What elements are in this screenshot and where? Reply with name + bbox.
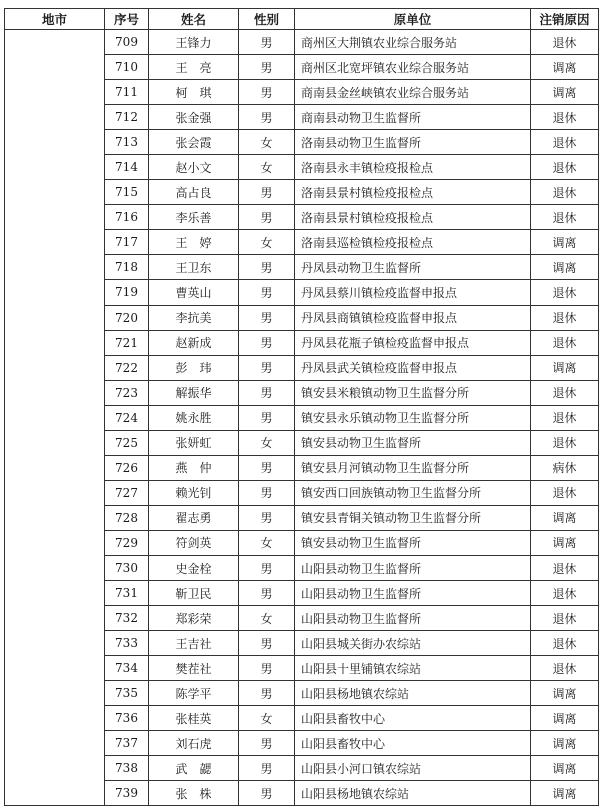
cell-name: 李抗美 bbox=[149, 305, 239, 330]
cell-unit: 商州区大荆镇农业综合服务站 bbox=[295, 30, 531, 55]
cell-seq: 724 bbox=[105, 405, 149, 430]
cell-seq: 731 bbox=[105, 581, 149, 606]
cell-unit: 商南县金丝峡镇农业综合服务站 bbox=[295, 80, 531, 105]
cell-unit: 镇安西口回族镇动物卫生监督分所 bbox=[295, 480, 531, 505]
cell-reason: 退休 bbox=[531, 305, 599, 330]
cell-seq: 709 bbox=[105, 30, 149, 55]
cell-seq: 723 bbox=[105, 380, 149, 405]
cell-reason: 调离 bbox=[531, 706, 599, 731]
cell-unit: 山阳县城关街办农综站 bbox=[295, 631, 531, 656]
cell-name: 李乐善 bbox=[149, 205, 239, 230]
cell-reason: 退休 bbox=[531, 656, 599, 681]
cell-seq: 725 bbox=[105, 430, 149, 455]
cell-gender: 男 bbox=[239, 631, 295, 656]
cell-reason: 调离 bbox=[531, 781, 599, 806]
cell-seq: 719 bbox=[105, 280, 149, 305]
cell-gender: 男 bbox=[239, 781, 295, 806]
cell-gender: 女 bbox=[239, 606, 295, 631]
header-city: 地市 bbox=[5, 9, 105, 30]
cell-gender: 男 bbox=[239, 105, 295, 130]
cell-seq: 713 bbox=[105, 130, 149, 155]
cell-unit: 丹凤县动物卫生监督所 bbox=[295, 255, 531, 280]
cell-gender: 男 bbox=[239, 180, 295, 205]
cell-seq: 715 bbox=[105, 180, 149, 205]
cell-gender: 男 bbox=[239, 305, 295, 330]
cell-seq: 734 bbox=[105, 656, 149, 681]
cell-reason: 退休 bbox=[531, 631, 599, 656]
cell-reason: 调离 bbox=[531, 80, 599, 105]
cell-gender: 男 bbox=[239, 380, 295, 405]
cell-gender: 女 bbox=[239, 130, 295, 155]
cell-gender: 男 bbox=[239, 255, 295, 280]
deregistration-table bbox=[4, 8, 599, 806]
cell-unit: 山阳县动物卫生监督所 bbox=[295, 581, 531, 606]
cell-gender: 男 bbox=[239, 330, 295, 355]
table-header-row bbox=[5, 9, 599, 30]
cell-unit: 丹凤县商镇镇检疫监督申报点 bbox=[295, 305, 531, 330]
cell-seq: 726 bbox=[105, 455, 149, 480]
header-unit: 原单位 bbox=[295, 9, 531, 30]
cell-unit: 镇安县米粮镇动物卫生监督分所 bbox=[295, 380, 531, 405]
cell-reason: 退休 bbox=[531, 130, 599, 155]
cell-reason: 调离 bbox=[531, 756, 599, 781]
cell-reason: 调离 bbox=[531, 355, 599, 380]
cell-name: 曹英山 bbox=[149, 280, 239, 305]
cell-reason: 退休 bbox=[531, 480, 599, 505]
cell-unit: 洛南县景村镇检疫报检点 bbox=[295, 205, 531, 230]
header-reason: 注销原因 bbox=[531, 9, 599, 30]
cell-reason: 退休 bbox=[531, 155, 599, 180]
cell-unit: 丹凤县蔡川镇检疫监督申报点 bbox=[295, 280, 531, 305]
cell-reason: 调离 bbox=[531, 505, 599, 530]
cell-unit: 洛南县动物卫生监督所 bbox=[295, 130, 531, 155]
cell-unit: 山阳县杨地镇农综站 bbox=[295, 781, 531, 806]
cell-gender: 男 bbox=[239, 405, 295, 430]
cell-seq: 737 bbox=[105, 731, 149, 756]
cell-gender: 女 bbox=[239, 530, 295, 555]
cell-name: 燕 仲 bbox=[149, 455, 239, 480]
cell-reason: 病休 bbox=[531, 455, 599, 480]
cell-gender: 女 bbox=[239, 155, 295, 180]
cell-seq: 710 bbox=[105, 55, 149, 80]
cell-gender: 男 bbox=[239, 455, 295, 480]
cell-reason: 调离 bbox=[531, 230, 599, 255]
cell-seq: 727 bbox=[105, 480, 149, 505]
cell-unit: 山阳县畜牧中心 bbox=[295, 706, 531, 731]
cell-gender: 男 bbox=[239, 581, 295, 606]
cell-seq: 738 bbox=[105, 756, 149, 781]
cell-unit: 商州区北宽坪镇农业综合服务站 bbox=[295, 55, 531, 80]
table-row bbox=[5, 30, 599, 55]
cell-unit: 镇安县青铜关镇动物卫生监督分所 bbox=[295, 505, 531, 530]
cell-unit: 山阳县畜牧中心 bbox=[295, 731, 531, 756]
cell-unit: 山阳县动物卫生监督所 bbox=[295, 555, 531, 580]
header-seq: 序号 bbox=[105, 9, 149, 30]
cell-name: 王 亮 bbox=[149, 55, 239, 80]
cell-seq: 735 bbox=[105, 681, 149, 706]
cell-gender: 女 bbox=[239, 430, 295, 455]
header-name: 姓名 bbox=[149, 9, 239, 30]
cell-gender: 男 bbox=[239, 756, 295, 781]
cell-reason: 退休 bbox=[531, 205, 599, 230]
cell-name: 彭 玮 bbox=[149, 355, 239, 380]
cell-reason: 退休 bbox=[531, 330, 599, 355]
cell-name: 张桂英 bbox=[149, 706, 239, 731]
cell-city bbox=[5, 30, 105, 806]
cell-unit: 洛南县景村镇检疫报检点 bbox=[295, 180, 531, 205]
cell-seq: 732 bbox=[105, 606, 149, 631]
cell-unit: 山阳县动物卫生监督所 bbox=[295, 606, 531, 631]
cell-name: 柯 琪 bbox=[149, 80, 239, 105]
cell-seq: 736 bbox=[105, 706, 149, 731]
cell-seq: 729 bbox=[105, 530, 149, 555]
cell-gender: 男 bbox=[239, 480, 295, 505]
cell-reason: 调离 bbox=[531, 530, 599, 555]
cell-seq: 739 bbox=[105, 781, 149, 806]
cell-reason: 调离 bbox=[531, 731, 599, 756]
cell-reason: 退休 bbox=[531, 405, 599, 430]
cell-name: 史金栓 bbox=[149, 555, 239, 580]
cell-name: 赵小文 bbox=[149, 155, 239, 180]
cell-name: 张妍虹 bbox=[149, 430, 239, 455]
cell-unit: 洛南县巡检镇检疫报检点 bbox=[295, 230, 531, 255]
cell-seq: 712 bbox=[105, 105, 149, 130]
cell-name: 符剑英 bbox=[149, 530, 239, 555]
cell-reason: 退休 bbox=[531, 555, 599, 580]
cell-name: 王卫东 bbox=[149, 255, 239, 280]
cell-seq: 716 bbox=[105, 205, 149, 230]
cell-gender: 女 bbox=[239, 230, 295, 255]
cell-seq: 714 bbox=[105, 155, 149, 180]
cell-name: 张 株 bbox=[149, 781, 239, 806]
cell-name: 张金强 bbox=[149, 105, 239, 130]
cell-reason: 退休 bbox=[531, 380, 599, 405]
cell-gender: 男 bbox=[239, 280, 295, 305]
cell-name: 解振华 bbox=[149, 380, 239, 405]
cell-seq: 720 bbox=[105, 305, 149, 330]
cell-name: 高占良 bbox=[149, 180, 239, 205]
cell-gender: 男 bbox=[239, 681, 295, 706]
cell-name: 靳卫民 bbox=[149, 581, 239, 606]
cell-unit: 镇安县动物卫生监督所 bbox=[295, 530, 531, 555]
cell-seq: 711 bbox=[105, 80, 149, 105]
cell-name: 樊茬社 bbox=[149, 656, 239, 681]
cell-seq: 721 bbox=[105, 330, 149, 355]
cell-unit: 山阳县杨地镇农综站 bbox=[295, 681, 531, 706]
cell-unit: 山阳县十里铺镇农综站 bbox=[295, 656, 531, 681]
cell-gender: 男 bbox=[239, 656, 295, 681]
cell-unit: 丹凤县花瓶子镇检疫监督申报点 bbox=[295, 330, 531, 355]
cell-unit: 商南县动物卫生监督所 bbox=[295, 105, 531, 130]
cell-gender: 男 bbox=[239, 731, 295, 756]
cell-gender: 男 bbox=[239, 80, 295, 105]
cell-seq: 722 bbox=[105, 355, 149, 380]
cell-reason: 退休 bbox=[531, 430, 599, 455]
cell-gender: 女 bbox=[239, 706, 295, 731]
header-gender: 性别 bbox=[239, 9, 295, 30]
cell-unit: 镇安县永乐镇动物卫生监督分所 bbox=[295, 405, 531, 430]
cell-unit: 山阳县小河口镇农综站 bbox=[295, 756, 531, 781]
cell-unit: 镇安县动物卫生监督所 bbox=[295, 430, 531, 455]
cell-name: 郑彩荣 bbox=[149, 606, 239, 631]
cell-unit: 镇安县月河镇动物卫生监督分所 bbox=[295, 455, 531, 480]
cell-reason: 调离 bbox=[531, 681, 599, 706]
cell-name: 翟志勇 bbox=[149, 505, 239, 530]
cell-name: 王吉社 bbox=[149, 631, 239, 656]
cell-reason: 退休 bbox=[531, 280, 599, 305]
cell-reason: 退休 bbox=[531, 105, 599, 130]
cell-name: 赖光钊 bbox=[149, 480, 239, 505]
cell-gender: 男 bbox=[239, 505, 295, 530]
cell-gender: 男 bbox=[239, 205, 295, 230]
cell-name: 姚永胜 bbox=[149, 405, 239, 430]
cell-gender: 男 bbox=[239, 555, 295, 580]
cell-reason: 退休 bbox=[531, 30, 599, 55]
cell-name: 陈学平 bbox=[149, 681, 239, 706]
cell-seq: 733 bbox=[105, 631, 149, 656]
cell-name: 刘石虎 bbox=[149, 731, 239, 756]
cell-name: 张会霞 bbox=[149, 130, 239, 155]
cell-gender: 男 bbox=[239, 30, 295, 55]
cell-seq: 718 bbox=[105, 255, 149, 280]
cell-gender: 男 bbox=[239, 355, 295, 380]
cell-seq: 730 bbox=[105, 555, 149, 580]
cell-gender: 男 bbox=[239, 55, 295, 80]
cell-reason: 退休 bbox=[531, 581, 599, 606]
cell-reason: 退休 bbox=[531, 180, 599, 205]
cell-reason: 退休 bbox=[531, 606, 599, 631]
cell-name: 王锋力 bbox=[149, 30, 239, 55]
cell-unit: 丹凤县武关镇检疫监督申报点 bbox=[295, 355, 531, 380]
table-body bbox=[5, 30, 599, 806]
cell-seq: 717 bbox=[105, 230, 149, 255]
cell-name: 王 婷 bbox=[149, 230, 239, 255]
cell-name: 武 勰 bbox=[149, 756, 239, 781]
cell-reason: 调离 bbox=[531, 255, 599, 280]
cell-unit: 洛南县永丰镇检疫报检点 bbox=[295, 155, 531, 180]
cell-reason: 调离 bbox=[531, 55, 599, 80]
cell-name: 赵新成 bbox=[149, 330, 239, 355]
cell-seq: 728 bbox=[105, 505, 149, 530]
